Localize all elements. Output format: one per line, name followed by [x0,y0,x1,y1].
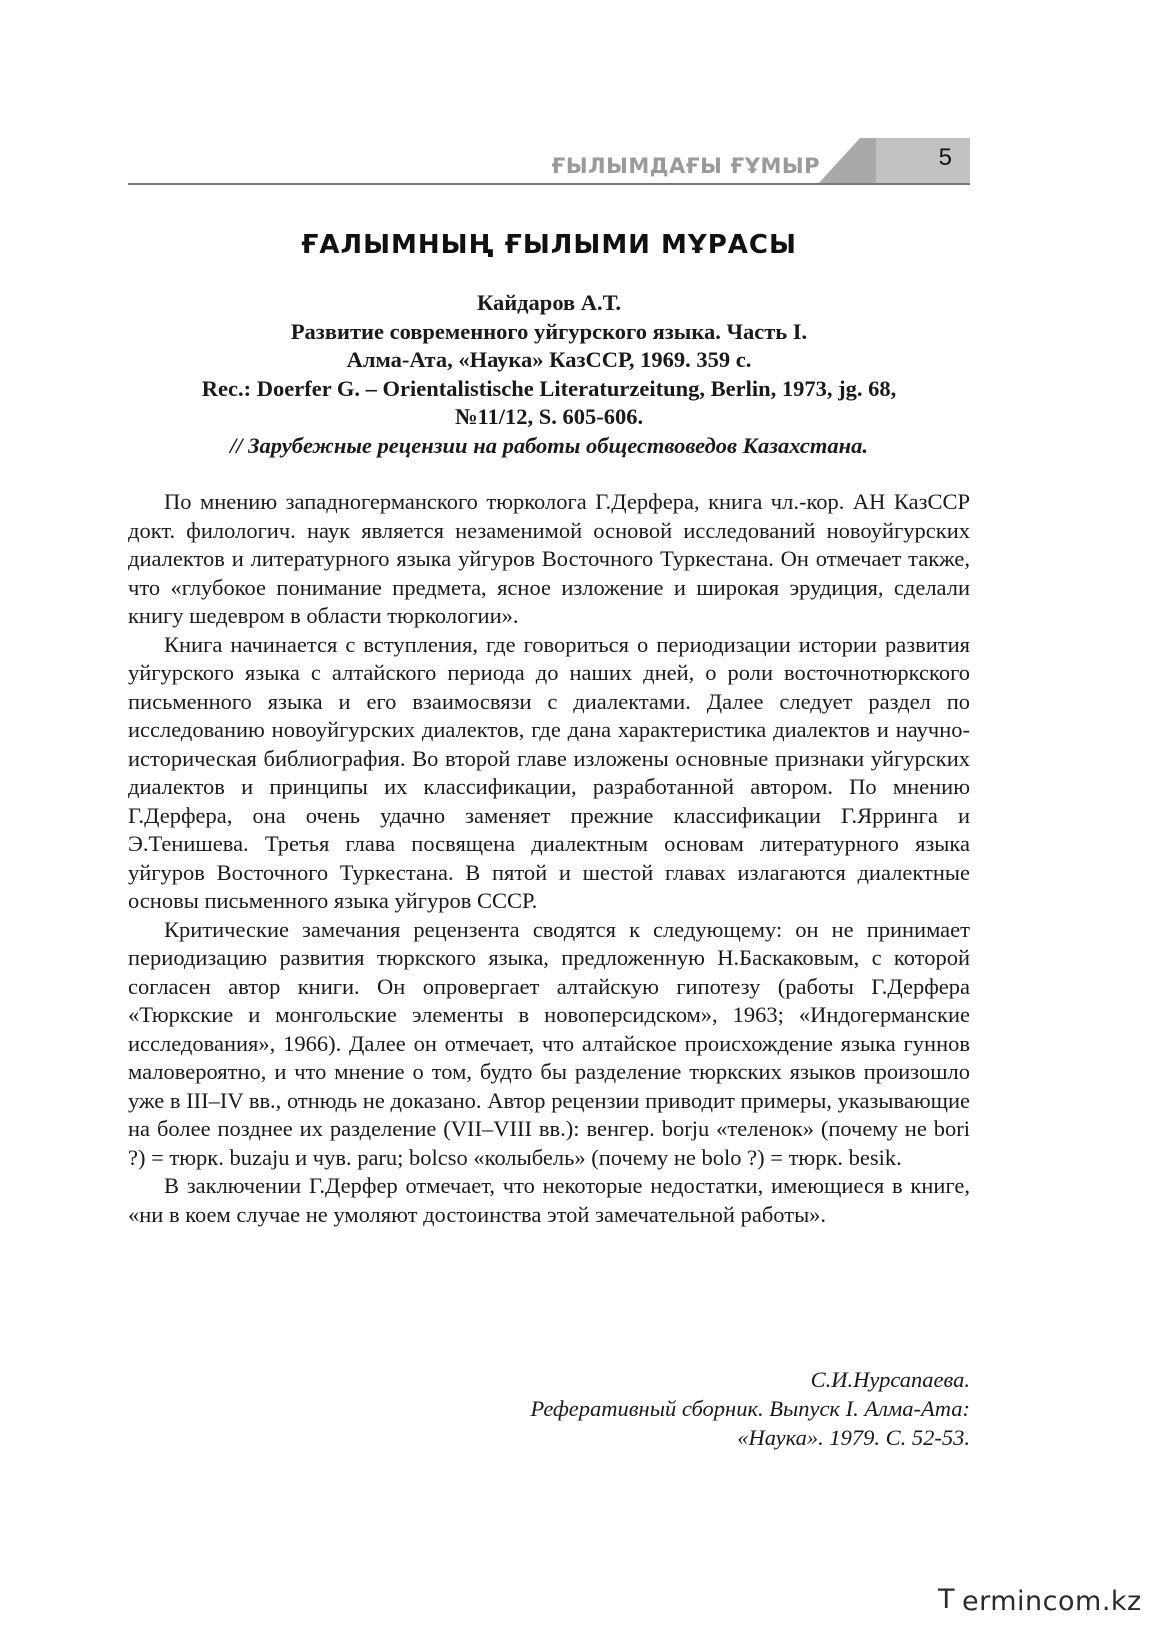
citation-publisher: Алма-Ата, «Наука» КазССР, 1969. 359 с. [346,347,752,372]
citation-title: Развитие современного уйгурского языка. Часть I. [290,318,808,344]
article-body [128,488,970,1229]
signature-source-line-2: «Наука». 1979. С. 52-53. [737,1425,970,1450]
citation-review-line-1: Rec.: Doerfer G. – Orientalistische Literaturzeitung, Berlin, 1973, jg. 68, [201,375,897,401]
header-rule [128,183,970,185]
citation-source: // Зарубежные рецензии на работы обществоведов Казахстана. [229,432,869,458]
paragraph: В заключении Г.Дерфер отмечает, что некоторые недостатки, имеющиеся в книге, «ни в коем случае не умоляют достоинства этой замечательной работы». [128,1173,970,1227]
watermark-initial: T [938,1584,955,1615]
watermark-text: ermincom.kz [962,1586,1142,1617]
citation-review-line-2: №11/12, S. 605-606. [454,404,644,429]
running-header-title: ҒЫЛЫМДАҒЫ ҒҰМЫР [551,154,820,178]
signature-author: С.И.Нурсапаева. [810,1367,970,1392]
signature-block [530,1365,970,1452]
termincom-watermark-logo [938,1580,1142,1624]
page-number: 5 [938,144,952,171]
section-heading: ҒАЛЫМНЫҢ ҒЫЛЫМИ МҰРАСЫ [301,230,797,260]
paragraph: Критические замечания рецензента сводятся к следующему: он не принимает периодизацию развития тюркского языка, предложенную Н.Баскаковым, с которой согласен автор книги. Он опровергает алтайскую гипотезу (работы Г.Дерфера «Тюркские и монгольские элементы в новоперсидском», 1963; «Индогерманские исследования», 1966). Далее он отмечает, что алтайское происхождение языка гуннов маловероятно, и что мнение о том, будто бы разделение тюркских языков произошло уже в III–IV вв., отнюдь не доказано. Автор рецензии приводит примеры, указывающие на более позднее их разделение (VII–VIII вв.): венгер. borju «теленок» (почему не bori ?) = тюрк. buzaju и чув. paru; bolcso «колыбель» (почему не bolo ?) = тюрк. besik. [128,916,970,1170]
running-header [128,138,970,186]
citation-author: Кайдаров А.Т. [476,290,622,315]
bibliographic-citation [128,289,970,460]
paragraph: Книга начинается с вступления, где говориться о периодизации истории развития уйгурского языка с алтайского периода до наших дней, о роли восточнотюркского письменного языка и его взаимосвязи с диалектами. Далее следует раздел по исследованию новоуйгурских диалектов, где дана характеристика диалектов и научно-историческая библиография. Во второй главе изложены основные признаки уйгурских диалектов и принципы их классификации, разработанной автором. По мнению Г.Дерфера, она очень удачно заменяет прежние классификации Г.Ярринга и Э.Тенишева. Третья глава посвящена диалектным основам литературного языка уйгуров Восточного Туркестана. В пятой и шестой главах излагаются диалектные основы письменного языка уйгуров СССР. [128,631,970,913]
paragraph: По мнению западногерманского тюрколога Г.Дерфера, книга чл.-кор. АН КазССР докт. филологич. наук является незаменимой основой исследований новоуйгурских диалектов и литературного языка уйгуров Восточного Туркестана. Он отмечает также, что «глубокое понимание предмета, ясное изложение и широкая эрудиция, сделали книгу шедевром в области тюркологии». [128,489,970,628]
signature-source-line-1: Реферативный сборник. Выпуск I. Алма-Ата: [530,1396,970,1421]
